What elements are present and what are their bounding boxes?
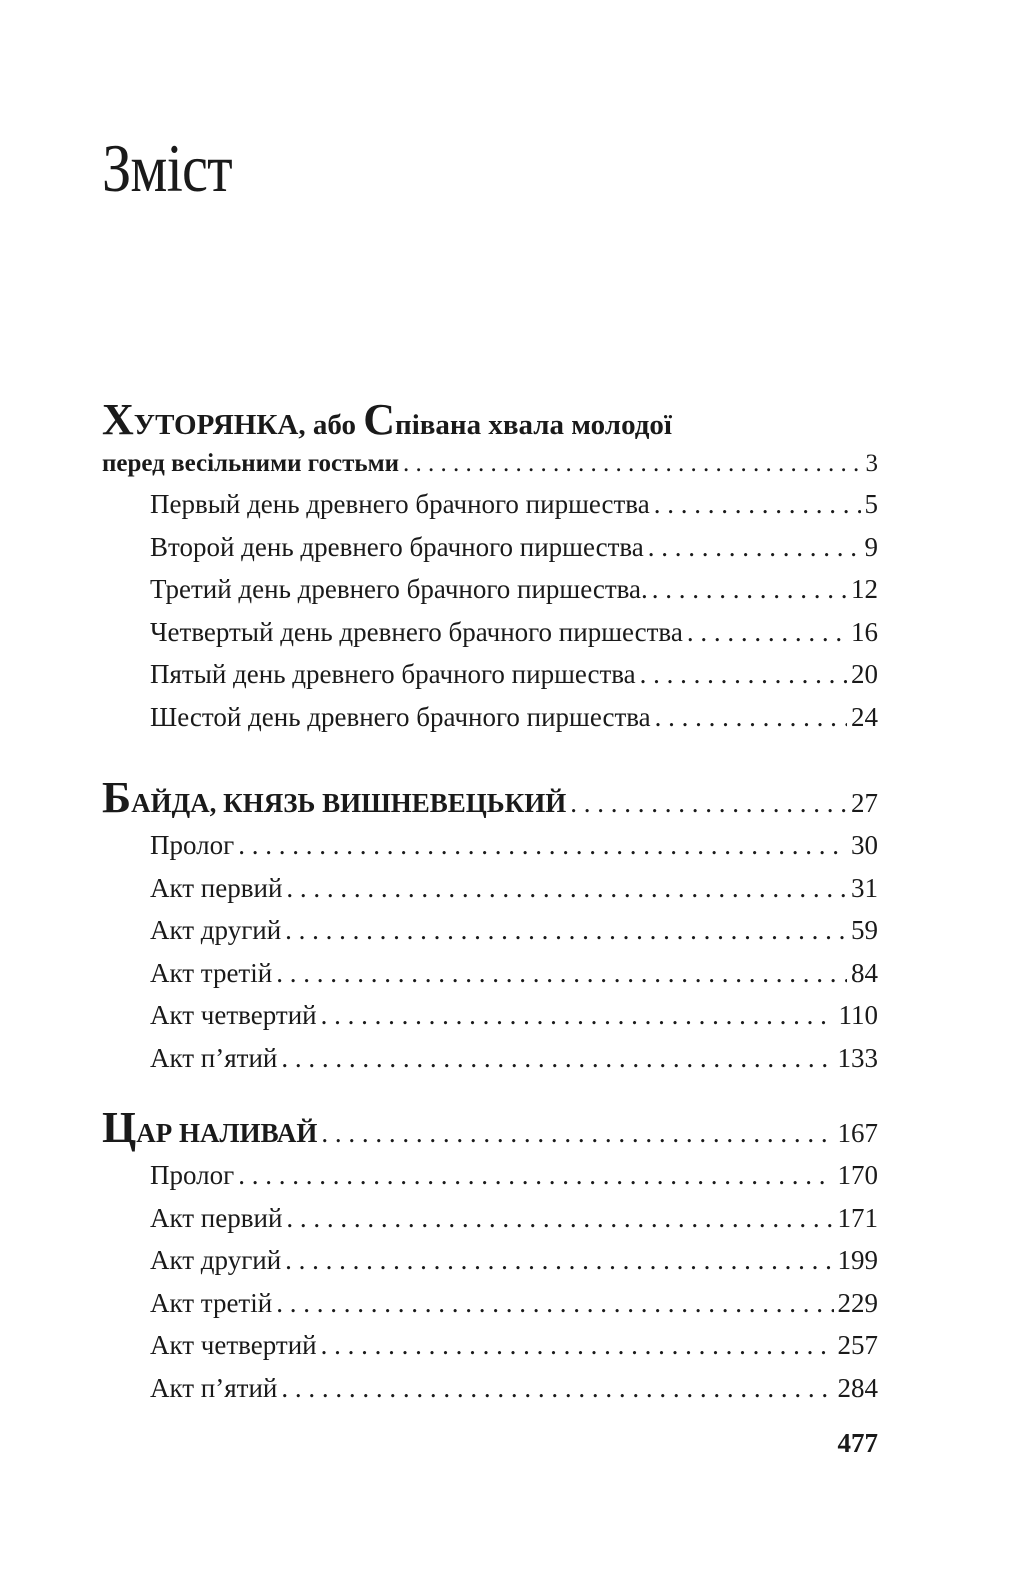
entry-page: 9	[864, 531, 878, 562]
entry-label: Акт п’ятий	[150, 1042, 278, 1073]
toc-entry[interactable]	[102, 568, 878, 611]
entry-label: Пролог	[150, 830, 235, 860]
dot-leader	[570, 782, 847, 824]
entry-label: Третий день древнего брачного пиршества.	[150, 574, 648, 604]
entry-page: 284	[837, 1372, 878, 1403]
dot-leader	[640, 653, 847, 696]
entry-page: 110	[838, 1000, 878, 1030]
toc-entry[interactable]	[102, 824, 878, 867]
dot-leader	[286, 867, 847, 910]
entry-label: Акт четвертий	[150, 1330, 317, 1360]
dot-leader	[655, 696, 847, 739]
heading-text: півана хвала молодої	[394, 409, 672, 441]
toc-entry[interactable]	[102, 1239, 878, 1282]
dot-leader	[654, 483, 861, 526]
dot-leader	[285, 909, 847, 952]
toc-entry[interactable]	[102, 909, 878, 952]
dot-leader	[286, 1197, 833, 1240]
entry-page: 84	[851, 957, 878, 988]
toc-entry[interactable]	[102, 1324, 878, 1367]
dot-leader	[276, 1282, 833, 1325]
heading-text: УТОРЯНКА, або	[133, 409, 364, 441]
toc-entry[interactable]	[102, 611, 878, 654]
entry-label: Акт четвертий	[150, 1000, 317, 1030]
dot-leader	[403, 445, 861, 483]
heading-initial: С	[363, 395, 395, 444]
entry-page: 27	[851, 788, 878, 818]
toc-entry[interactable]	[102, 653, 878, 696]
dot-leader	[321, 1324, 834, 1367]
entry-page: 167	[837, 1118, 878, 1148]
toc-entry[interactable]	[102, 1367, 878, 1410]
entry-label: Акт первий	[150, 1202, 283, 1233]
entry-label: перед весільними гостьми	[102, 450, 400, 477]
entry-label: Акт третій	[150, 1287, 273, 1318]
entry-page: 16	[851, 616, 878, 647]
heading-initial: Б	[102, 773, 132, 822]
entry-label: Четвертый день древнего брачного пиршества	[150, 616, 683, 647]
toc-entry-heading[interactable]	[102, 773, 878, 824]
entry-label: Акт другий	[150, 1245, 282, 1275]
dot-leader	[281, 1037, 833, 1080]
toc-entry[interactable]	[102, 994, 878, 1037]
page-number: 477	[837, 1428, 878, 1458]
dot-leader	[281, 1367, 833, 1410]
entry-page: 59	[851, 915, 878, 945]
dot-leader	[687, 611, 847, 654]
entry-label	[102, 773, 567, 824]
heading-text: АЙДА, КНЯЗЬ ВИШНЕВЕЦЬКИЙ	[131, 788, 567, 818]
toc-entry[interactable]	[102, 867, 878, 910]
entry-page: 12	[851, 574, 878, 604]
entry-page: 229	[837, 1287, 878, 1318]
entry-page: 3	[865, 450, 878, 477]
toc-entry[interactable]	[102, 696, 878, 739]
entry-page: 170	[837, 1160, 878, 1190]
toc-entry-heading[interactable]	[102, 1103, 878, 1154]
toc-entry[interactable]	[102, 483, 878, 526]
heading-initial: Ц	[102, 1103, 137, 1152]
toc-entry[interactable]	[102, 526, 878, 569]
entry-page: 199	[837, 1245, 878, 1275]
toc-entry[interactable]	[102, 1037, 878, 1080]
dot-leader	[321, 1112, 833, 1154]
entry-label: Второй день древнего брачного пиршества	[150, 531, 644, 562]
entry-page: 20	[851, 659, 878, 689]
entry-label	[102, 1103, 318, 1154]
section-heading	[102, 395, 878, 445]
entry-label: Акт п’ятий	[150, 1372, 278, 1403]
toc-entry[interactable]	[102, 1282, 878, 1325]
toc-entry[interactable]	[102, 952, 878, 995]
dot-leader	[238, 1154, 833, 1197]
entry-page: 257	[837, 1330, 878, 1360]
dot-leader	[285, 1239, 833, 1282]
toc-section-baida	[102, 773, 878, 1079]
entry-page: 171	[837, 1202, 878, 1233]
entry-label: Акт третій	[150, 957, 273, 988]
entry-page: 31	[851, 872, 878, 903]
entry-label: Первый день древнего брачного пиршества	[150, 489, 650, 519]
entry-page: 133	[837, 1042, 878, 1073]
entry-label: Шестой день древнего брачного пиршества	[150, 701, 651, 732]
heading-text: АР НАЛИВАЙ	[136, 1118, 318, 1148]
entry-label: Акт другий	[150, 915, 282, 945]
dot-leader	[652, 568, 847, 611]
entry-label: Пролог	[150, 1160, 235, 1190]
entry-page: 24	[851, 701, 878, 732]
entry-page: 5	[864, 489, 878, 519]
entry-label: Пятый день древнего брачного пиршества	[150, 659, 636, 689]
entry-page: 30	[851, 830, 878, 860]
toc-section-khutorianka	[102, 395, 878, 738]
dot-leader	[321, 994, 835, 1037]
toc-section-nalyvai	[102, 1103, 878, 1409]
toc-entry-heading[interactable]	[102, 445, 878, 483]
heading-initial: Х	[102, 395, 134, 444]
dot-leader	[648, 526, 861, 569]
dot-leader	[276, 952, 847, 995]
dot-leader	[238, 824, 847, 867]
entry-label: Акт первий	[150, 872, 283, 903]
page-title: Зміст	[102, 129, 232, 206]
toc-entry[interactable]	[102, 1197, 878, 1240]
toc-entry[interactable]	[102, 1154, 878, 1197]
